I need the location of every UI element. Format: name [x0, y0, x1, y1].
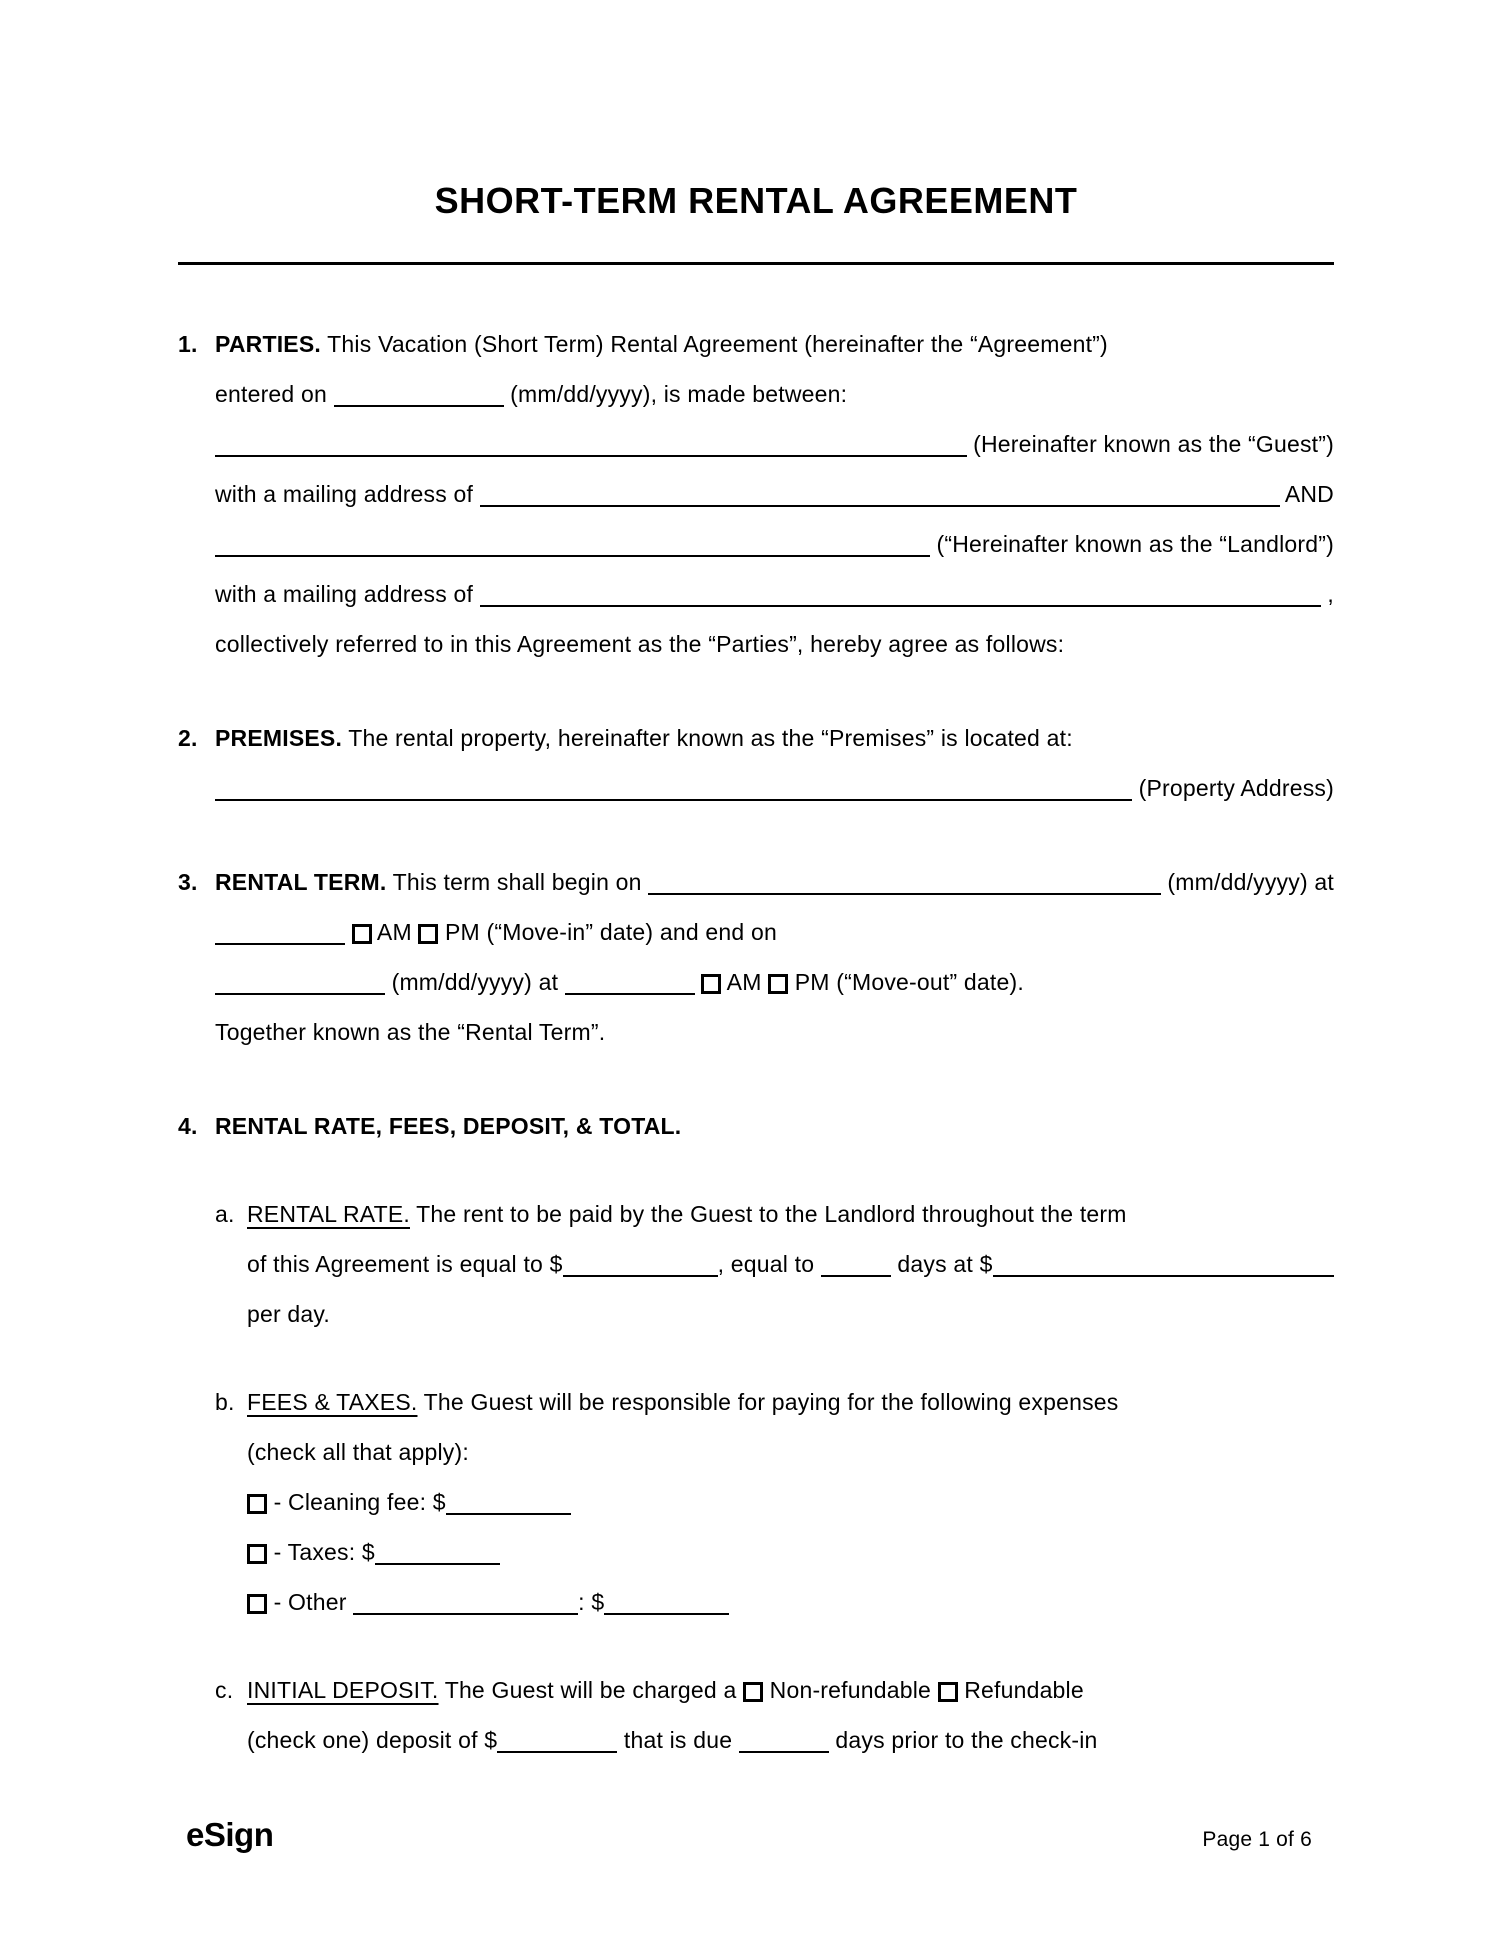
section-4-heading: RENTAL RATE, FEES, DEPOSIT, & TOTAL.: [215, 1113, 682, 1139]
subsection-letter: b.: [215, 1389, 235, 1415]
text-run: AM: [371, 919, 419, 945]
text-run: The rent to be paid by the Guest to the Landlord throughout the term: [410, 1201, 1127, 1227]
other-fee-description-blank[interactable]: [353, 1613, 578, 1615]
text-run: [695, 957, 702, 1007]
text-run: Refundable: [957, 1677, 1084, 1703]
section-3: [178, 857, 1334, 1057]
text-run: This term shall begin on: [386, 869, 649, 895]
document-line: [247, 1289, 1334, 1339]
text-run: (mm/dd/yyyy) at: [1160, 869, 1334, 895]
subsection-body: [247, 1665, 1334, 1765]
page-indicator: Page 1 of 6: [1202, 1828, 1312, 1851]
document-line: [215, 1101, 1334, 1151]
section-number: 2.: [178, 725, 198, 751]
section-1-heading: PARTIES.: [215, 331, 321, 357]
move-in-am-checkbox[interactable]: [352, 924, 372, 944]
text-run: (check all that apply):: [247, 1439, 469, 1465]
section-1: [178, 319, 1334, 669]
cleaning-fee-checkbox[interactable]: [247, 1494, 267, 1514]
document-line: [247, 1527, 1334, 1577]
section-2-heading: PREMISES.: [215, 725, 343, 751]
document-line: [215, 619, 1334, 669]
text-run: - Other: [267, 1589, 354, 1615]
fees-taxes-heading: FEES & TAXES.: [247, 1389, 418, 1415]
text-run: AM: [721, 969, 769, 995]
subsection-letter: a.: [215, 1201, 235, 1227]
text-run: The Guest will be charged a: [438, 1677, 744, 1703]
text-run: PM (“Move-in” date) and end on: [438, 919, 777, 945]
subsection-body: [247, 1189, 1334, 1339]
text-run: AND: [1279, 481, 1334, 507]
cleaning-fee-amount-blank[interactable]: [446, 1513, 571, 1515]
text-run: ,: [1320, 581, 1334, 607]
document-line: [247, 1665, 1334, 1715]
move-out-pm-checkbox[interactable]: [768, 974, 788, 994]
deposit-due-days-blank[interactable]: [739, 1751, 829, 1753]
subsection-c: [215, 1665, 1334, 1765]
text-run: , equal to: [717, 1251, 821, 1277]
subsection-letter: c.: [215, 1677, 234, 1703]
daily-rate-blank[interactable]: [993, 1275, 1334, 1277]
text-run: Non-refundable: [763, 1677, 938, 1703]
other-fee-checkbox[interactable]: [247, 1594, 267, 1614]
text-run: with a mailing address of: [215, 581, 480, 607]
text-run: The Guest will be responsible for paying for the following expenses: [417, 1389, 1119, 1415]
text-run: (Hereinafter known as the “Guest”): [966, 431, 1334, 457]
document-line: [247, 1377, 1334, 1427]
document-line: [215, 1007, 1334, 1057]
document-line: [215, 857, 1334, 907]
document-line: [247, 1715, 1334, 1765]
document-line: [215, 763, 1334, 813]
page-footer: [186, 1816, 1312, 1854]
document-line: [215, 713, 1334, 763]
text-run: (mm/dd/yyyy), is made between:: [503, 381, 848, 407]
subsection-b: [215, 1377, 1334, 1627]
move-in-date-blank[interactable]: [648, 893, 1161, 895]
deposit-amount-blank[interactable]: [497, 1751, 617, 1753]
text-run: - Cleaning fee: $: [267, 1489, 446, 1515]
text-run: This Vacation (Short Term) Rental Agreement (hereinafter the “Agreement”): [320, 331, 1108, 357]
document-title: SHORT-TERM RENTAL AGREEMENT: [434, 180, 1078, 221]
landlord-mailing-address-blank[interactable]: [480, 605, 1321, 607]
total-rent-blank[interactable]: [563, 1275, 718, 1277]
section-body: [215, 857, 1334, 1057]
document-line: [215, 319, 1334, 369]
document-line: [247, 1477, 1334, 1527]
text-run: PM (“Move-out” date).: [788, 969, 1024, 995]
guest-mailing-address-blank[interactable]: [480, 505, 1280, 507]
document-body: [178, 319, 1334, 1765]
title-divider: [178, 262, 1334, 265]
section-4: [178, 1101, 1334, 1765]
refundable-checkbox[interactable]: [938, 1682, 958, 1702]
text-run: - Taxes: $: [267, 1539, 375, 1565]
move-out-time-blank[interactable]: [565, 993, 695, 995]
text-run: (check one) deposit of $: [247, 1727, 498, 1753]
text-run: entered on: [215, 381, 334, 407]
section-number: 4.: [178, 1113, 198, 1139]
section-body: [215, 1101, 1334, 1765]
section-body: [215, 319, 1334, 669]
text-run: collectively referred to in this Agreement as the “Parties”, hereby agree as follows:: [215, 631, 1065, 657]
document-line: [215, 469, 1334, 519]
text-run: (mm/dd/yyyy) at: [385, 969, 565, 995]
guest-name-blank[interactable]: [215, 455, 967, 457]
text-run: Together known as the “Rental Term”.: [215, 1019, 606, 1045]
move-in-pm-checkbox[interactable]: [418, 924, 438, 944]
taxes-checkbox[interactable]: [247, 1544, 267, 1564]
text-run: [345, 907, 352, 957]
document-line: [215, 907, 1334, 957]
landlord-name-blank[interactable]: [215, 555, 930, 557]
section-number: 1.: [178, 331, 198, 357]
text-run: per day.: [247, 1301, 330, 1327]
move-out-date-blank[interactable]: [215, 993, 385, 995]
text-run: (Property Address): [1132, 775, 1334, 801]
document-line: [215, 369, 1334, 419]
initial-deposit-heading: INITIAL DEPOSIT.: [247, 1677, 439, 1703]
text-run: days prior to the check-in: [828, 1727, 1098, 1753]
taxes-amount-blank[interactable]: [375, 1563, 500, 1565]
document-line: [215, 569, 1334, 619]
text-run: with a mailing address of: [215, 481, 480, 507]
subsection-a: [215, 1189, 1334, 1339]
text-run: (“Hereinafter known as the “Landlord”): [929, 531, 1334, 557]
non-refundable-checkbox[interactable]: [743, 1682, 763, 1702]
agreement-date-blank[interactable]: [334, 405, 504, 407]
text-run: days at $: [890, 1251, 993, 1277]
section-number: 3.: [178, 869, 198, 895]
document-line: [247, 1577, 1334, 1627]
section-3-heading: RENTAL TERM.: [215, 869, 387, 895]
section-body: [215, 713, 1334, 813]
esign-logo: eSign: [186, 1816, 274, 1853]
document-content: [178, 0, 1334, 1765]
document-line: [215, 519, 1334, 569]
text-run: of this Agreement is equal to $: [247, 1251, 563, 1277]
document-line: [247, 1189, 1334, 1239]
number-of-days-blank[interactable]: [821, 1275, 891, 1277]
move-out-am-checkbox[interactable]: [701, 974, 721, 994]
section-2: [178, 713, 1334, 813]
text-run: : $: [578, 1589, 605, 1615]
document-line: [215, 957, 1334, 1007]
document-line: [247, 1427, 1334, 1477]
move-in-time-blank[interactable]: [215, 943, 345, 945]
subsection-body: [247, 1377, 1334, 1627]
property-address-blank[interactable]: [215, 799, 1132, 801]
document-line: [247, 1239, 1334, 1289]
rental-rate-heading: RENTAL RATE.: [247, 1201, 410, 1227]
other-fee-amount-blank[interactable]: [604, 1613, 729, 1615]
document-line: [215, 419, 1334, 469]
text-run: The rental property, hereinafter known as the “Premises” is located at:: [342, 725, 1073, 751]
text-run: that is due: [617, 1727, 739, 1753]
